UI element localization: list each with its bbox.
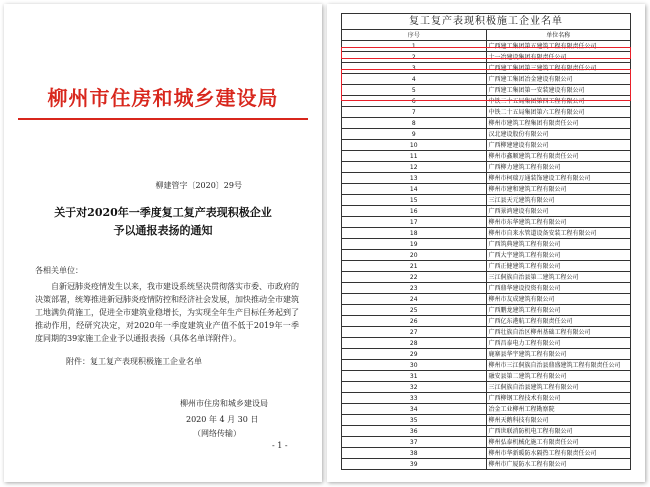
row-serial: 29 [342, 349, 487, 360]
row-company-name: 广西大宇建筑工程有限公司 [486, 250, 631, 261]
row-serial: 32 [342, 382, 487, 393]
row-serial: 6 [342, 96, 487, 107]
table-row [342, 437, 631, 448]
row-serial: 10 [342, 140, 487, 151]
table-body [342, 41, 631, 470]
row-serial: 3 [342, 63, 487, 74]
notice-title-line2: 予以通报表扬的通知 [113, 224, 213, 237]
table-row [342, 360, 631, 371]
row-serial: 30 [342, 360, 487, 371]
table-row [342, 96, 631, 107]
row-company-name: 中铁二十五局集团第六工程有限公司 [486, 107, 631, 118]
table-row [342, 52, 631, 63]
table-row [342, 162, 631, 173]
row-company-name: 柳州市友成建筑有限公司 [486, 294, 631, 305]
row-serial: 13 [342, 173, 487, 184]
table-row [342, 74, 631, 85]
row-serial: 37 [342, 437, 487, 448]
table-row [342, 349, 631, 360]
signing-organization: 柳州市住房和城乡建设局 [180, 399, 268, 408]
row-company-name: 鹿寨县华宇建筑工程有限公司 [486, 349, 631, 360]
table-row [342, 184, 631, 195]
row-serial: 25 [342, 305, 487, 316]
row-company-name: 柳州市自来水管道设备安装工程有限公司 [486, 228, 631, 239]
row-company-name: 柳州市建和建筑工程有限公司 [486, 184, 631, 195]
red-divider [18, 118, 308, 120]
row-company-name: 广西建工集团第五建筑工程有限责任公司 [486, 41, 631, 52]
signing-date: 2020 年 4 月 30 日 [186, 415, 259, 424]
row-serial: 9 [342, 129, 487, 140]
notice-body [35, 280, 299, 345]
header-company-name: 单位名称 [486, 30, 631, 41]
row-company-name: 广西建工集团第一安装建设有限公司 [486, 85, 631, 96]
row-serial: 21 [342, 261, 487, 272]
table-row [342, 85, 631, 96]
table-row [342, 250, 631, 261]
row-company-name: 广西壮族自治区柳州基础工程有限公司 [486, 327, 631, 338]
row-serial: 35 [342, 415, 487, 426]
table-row [342, 41, 631, 52]
row-serial: 17 [342, 217, 487, 228]
row-serial: 5 [342, 85, 487, 96]
bureau-title: 柳州市住房和城乡建设局 [47, 86, 279, 110]
row-company-name: 广西亿东港航工程有限责任公司 [486, 316, 631, 327]
table-row [342, 327, 631, 338]
table-row [342, 63, 631, 74]
table-row [342, 261, 631, 272]
table-row [342, 206, 631, 217]
row-company-name: 柳州市东华建筑工程有限公司 [486, 217, 631, 228]
salutation: 各相关单位： [35, 266, 83, 275]
table-row [342, 151, 631, 162]
row-serial: 15 [342, 195, 487, 206]
row-company-name: 柳州市鑫顺建筑工程有限责任公司 [486, 151, 631, 162]
row-company-name: 柳州市华新暖防水隔热工程有限责任公司 [486, 448, 631, 459]
table-row [342, 382, 631, 393]
row-serial: 4 [342, 74, 487, 85]
row-serial: 22 [342, 272, 487, 283]
row-serial: 14 [342, 184, 487, 195]
table-row [342, 426, 631, 437]
company-table-wrapper [341, 13, 631, 470]
document-number: 柳建管字〔2020〕29号 [155, 181, 242, 190]
row-serial: 8 [342, 118, 487, 129]
row-serial: 34 [342, 404, 487, 415]
page-number: - 1 - [272, 441, 288, 450]
attachment-line: 附件：复工复产表现积极施工企业名单 [66, 357, 202, 366]
row-company-name: 柳州天鹅科技有限公司 [486, 415, 631, 426]
table-row [342, 305, 631, 316]
row-serial: 12 [342, 162, 487, 173]
table-row [342, 404, 631, 415]
header-serial: 序号 [342, 30, 487, 41]
table-row [342, 415, 631, 426]
notice-page [4, 4, 322, 482]
row-company-name: 广西柳钢工程技术有限公司 [486, 393, 631, 404]
row-company-name: 广西正健建筑工程有限公司 [486, 261, 631, 272]
table-row [342, 239, 631, 250]
table-title: 复工复产表现积极施工企业名单 [342, 14, 631, 30]
row-company-name: 三江侗族自治县第二建筑工程公司 [486, 272, 631, 283]
table-row [342, 118, 631, 129]
row-company-name: 广西柳建建设有限公司 [486, 140, 631, 151]
table-row [342, 316, 631, 327]
row-serial: 20 [342, 250, 487, 261]
row-company-name: 冶金工业柳州工程勘察院 [486, 404, 631, 415]
row-company-name: 广西鹏龙建筑工程有限公司 [486, 305, 631, 316]
table-row [342, 195, 631, 206]
row-serial: 11 [342, 151, 487, 162]
company-table [341, 13, 631, 470]
row-company-name: 广西柳力建筑工程有限公司 [486, 162, 631, 173]
row-serial: 36 [342, 426, 487, 437]
row-serial: 39 [342, 459, 487, 470]
row-serial: 38 [342, 448, 487, 459]
row-serial: 7 [342, 107, 487, 118]
row-company-name: 广西昌泰电力工程有限公司 [486, 338, 631, 349]
row-serial: 28 [342, 338, 487, 349]
row-serial: 27 [342, 327, 487, 338]
row-company-name: 柳州弘泰机械化施工有限责任公司 [486, 437, 631, 448]
row-serial: 2 [342, 52, 487, 63]
row-company-name: 广西世联消防机电工程有限公司 [486, 426, 631, 437]
table-row [342, 173, 631, 184]
row-company-name: 十一冶建设集团有限责任公司 [486, 52, 631, 63]
table-row [342, 371, 631, 382]
row-company-name: 中铁二十五局集团第四工程有限公司 [486, 96, 631, 107]
row-serial: 26 [342, 316, 487, 327]
row-company-name: 广西建工集团第三建筑工程有限责任公司 [486, 63, 631, 74]
row-company-name: 广西筑典建筑工程有限公司 [486, 239, 631, 250]
table-row [342, 217, 631, 228]
table-row [342, 459, 631, 470]
transmission-note: （网络传输） [193, 429, 241, 438]
row-serial: 24 [342, 294, 487, 305]
table-row [342, 283, 631, 294]
row-company-name: 广西景鸿建设有限公司 [486, 206, 631, 217]
table-row [342, 272, 631, 283]
table-row [342, 294, 631, 305]
row-company-name: 融安县第二建筑工程有限公司 [486, 371, 631, 382]
table-row [342, 338, 631, 349]
row-company-name: 柳州市广厦防水工程有限公司 [486, 459, 631, 470]
table-row [342, 228, 631, 239]
row-company-name: 柳州市三江侗族自治县鼎盛建筑工程有限责任公司 [486, 360, 631, 371]
row-company-name: 广西建工集团冶金建设有限公司 [486, 74, 631, 85]
row-serial: 31 [342, 371, 487, 382]
table-row [342, 393, 631, 404]
row-company-name: 广西鼎华建设投资有限公司 [486, 283, 631, 294]
row-serial: 1 [342, 41, 487, 52]
row-serial: 19 [342, 239, 487, 250]
body-paragraph: 自新冠肺炎疫情发生以来，我市建设系统坚决贯彻落实市委、市政府的决策部署，统筹推进新冠肺炎疫情防控和经济社会发展，加快推动全市建筑工地满负荷施工，促进全市建筑业稳增长，为实现全年生产目标任务起到了推动作用，经研究决定，对2020年一季度建筑业产值不低于2019年一季度同期的39家施工企业予以通报表扬（具体名单详附件）。 [35, 282, 299, 343]
table-header-row [342, 30, 631, 41]
row-serial: 16 [342, 206, 487, 217]
row-company-name: 柳州市建筑工程集团有限责任公司 [486, 118, 631, 129]
table-row [342, 107, 631, 118]
row-company-name: 汉北建设股份有限公司 [486, 129, 631, 140]
notice-title-line1: 关于对2020年一季度复工复产表现积极企业 [54, 206, 272, 219]
row-serial: 33 [342, 393, 487, 404]
row-company-name: 三江侗族自治县建筑工程有限公司 [486, 382, 631, 393]
table-row [342, 448, 631, 459]
table-row [342, 129, 631, 140]
row-company-name: 柳州市柯瑞万通装饰建设工程有限公司 [486, 173, 631, 184]
row-serial: 23 [342, 283, 487, 294]
notice-title [4, 204, 322, 240]
row-serial: 18 [342, 228, 487, 239]
row-company-name: 三江县天元建筑有限公司 [486, 195, 631, 206]
table-row [342, 140, 631, 151]
company-list-page [327, 4, 645, 482]
